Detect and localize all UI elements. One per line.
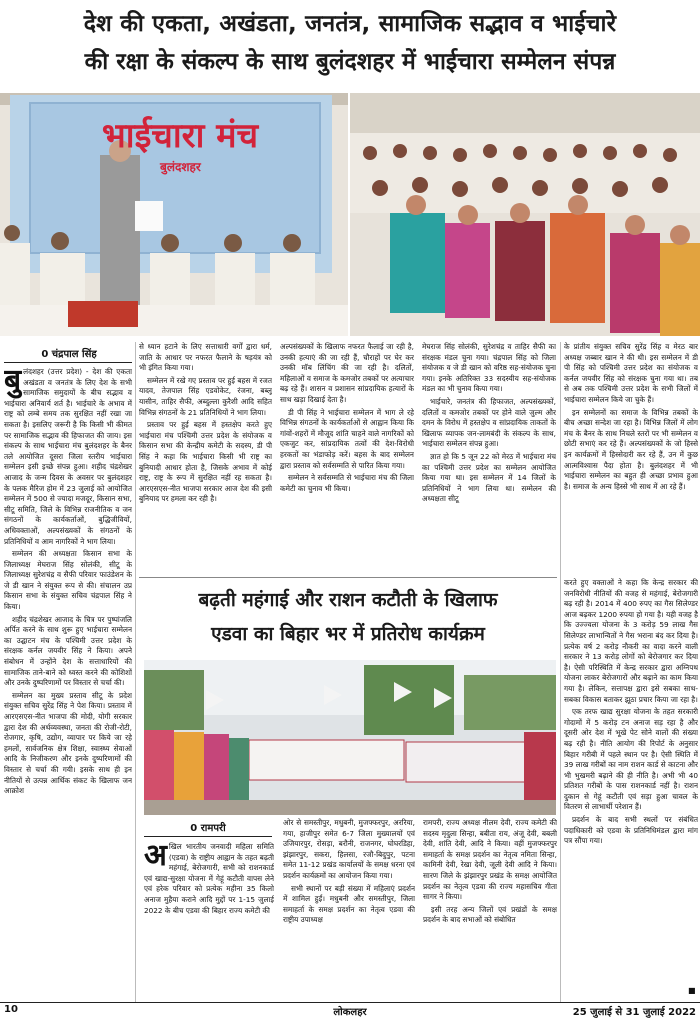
paragraph: मेघराज सिंह सोलंकी, सुरेशचंद्र व ताहिर सैफी का संरक्षक मंडल चुना गया। चंद्रपाल सिंह को जिला संयोजक व जे डी खान को वरिष्ठ सह-संयोजक चुना गया। इनके अतिरिक्त 33 सदस्यीय सह-संयोजक मंडल का भी चुनाव किया गया।	[422, 342, 556, 394]
byline-rule	[144, 836, 272, 837]
main-headline-line1: देश की एकता, अखंडता, जनतंत्र, सामाजिक सद्भाव व भाईचारे	[83, 11, 617, 37]
article1-column-4	[422, 342, 556, 572]
article1-column-5	[564, 342, 698, 572]
article1-column-3	[280, 342, 414, 572]
article2-column-3	[423, 818, 557, 1002]
paragraph: इन सम्मेलनों का समाज के विभिन्न तबकों के बीच अच्छा सन्देश जा रहा है। विभिन्न जिलों में लोग मंच के बैनर के साथ निचले स्तरों पर भी सम्मेलन व छोटी सभाएं कर रहे हैं। अल्पसंख्यकों के जो हिस्से इन कार्यक्रमों में हिस्सेदारी कर रहे हैं, उन में कुछ आत्मविश्वास पैदा होता है। बुलंदशहर में भी भाईचारा सम्मेलन का बहुत ही अच्छा प्रभाव हुआ है। समाज के अन्य हिस्से भी साथ में आ रहे हैं।	[564, 407, 698, 491]
paragraph: सम्मेलन का मुख्य प्रस्ताव सीटू के प्रदेश संयुक्त सचिव सुरेंद्र सिंह ने पेश किया। प्रस्ताव में आरएसएस-नीत भाजपा की मोदी, योगी सरकार द्वारा देश की अर्थव्यवस्था, जनता की रोजी-रोटी, रोजगार, कृषि, उद्योग, व्यापार पर किये जा रहे हमलों, सार्वजनिक क्षेत्र शिक्षा, स्वास्थ्य सेवाओं आदि के निजीकरण और इनके दुष्परिणामों की विस्तार से चर्चा की गयी। इसके साथ ही इन नीतियों से उत्पन्न आर्थिक संकट के खिलाफ जन आक्रोश	[4, 690, 132, 796]
page-number: 10	[4, 1004, 18, 1015]
paragraph: सम्मेलन की अध्यक्षता किसान सभा के जिलाध्यक्ष मेघराज सिंह सोलंकी, सीटू के जिलाध्यक्ष सुरेशचंद्र व सैफी परिवार फाउंडेशन के जे डी खान ने संयुक्त रूप से की। संचालन उप्र किसान सभा के संयुक्त सचिव चंद्रपाल सिंह ने किया।	[4, 549, 132, 612]
stage-photo	[0, 93, 348, 336]
banner-title: भाईचारा मंच	[101, 116, 259, 156]
paragraph: एक तरफ खाद्य सुरक्षा योजना के तहत सरकारी गोदामों में 5 करोड़ टन अनाज सड़ रहा है और दूसरी ओर देश में भूखे पेट सोने वालों की संख्या बढ़ रही है। नीति आयोग की रिपोर्ट के अनुसार बिहार गरीबी में पहले स्थान पर है। ऐसी स्थिति में 39 लाख गरीबों का नाम राशन कार्ड से काटना और भी भुखमरी बढ़ाने की ही नीति है। अभी भी 40 प्रतिशत गरीबों के पास राशनकार्ड नहीं है। राशन दुकान से गेहूं कटौती एवं सड़ा हुआ चावल के वितरण से लाभार्थी परेशान हैं।	[564, 707, 698, 812]
paragraph: भाईचारे, जनतंत्र की हिफाजत, अल्पसंख्यकों, दलितों व कमजोर तबकों पर होने वाले जुल्म और दमन के विरोध में हस्तक्षेप व सांप्रदायिक ताकतों के खिलाफ व्यापक जन-लामबंदी के संकल्प के साथ, भाईचारा सम्मेलन संपन्न हुआ।	[422, 396, 556, 449]
footer-rule	[0, 1002, 700, 1003]
main-headline-line2: की रक्षा के संकल्प के साथ बुलंदशहर में भाईचारा सम्मेलन संपन्न	[84, 49, 616, 75]
article1-column-1	[4, 367, 132, 1002]
paragraph: ज्ञात हो कि 5 जून 22 को मेरठ में भाईचारा मंच का पश्चिमी उत्तर प्रदेश का सम्मेलन आयोजित किया गया था। इस सम्मेलन में 14 जिलों के प्रतिनिधियों ने भाग लिया था। सम्मेलन की अध्यक्षता सीटू	[422, 451, 556, 504]
paragraph: प्रस्ताव पर हुई बहस में हस्तक्षेप करते हुए भाईचारा मंच पश्चिमी उत्तर प्रदेश के संयोजक व किसान सभा की केन्द्रीय कमेटी के सदस्य, डी पी सिंह ने कहा कि भाईचारा किसी भी राष्ट्र का बुनियादी आधार होता है, जिसके अभाव में कोई राष्ट्र, राष्ट्र के रूप में सुरक्षित नहीं रह सकता है। आरएसएस-नीत भाजपा सरकार आज देश की इसी बुनियाद पर हमला कर रही है।	[139, 420, 272, 504]
paragraph: सम्मेलन ने सर्वसम्मति से भाईचारा मंच की जिला कमेटी का चुनाव भी किया।	[280, 473, 414, 493]
paragraph: लंदशहर (उत्तर प्रदेश) - देश की एकता अखंडता व जनतंत्र के लिए देश के सभी सामाजिक समुदायों के बीच सद्भाव व भाईचारा अनिवार्य शर्त है। भाईचारे के अभाव में राष्ट्र को लम्बे समय तक सुरक्षित नहीं रखा जा सकता है। इसलिए जरूरी है कि किसी भी कीमत पर सामाजिक सद्भाव की हिफाजत की जाय। इस संकल्प के साथ भाईचारा मंच बुलंदशहर के बैनर तले आयोजित दूसरा जिला स्तरीय भाईचारा सम्मेलन इसी इच्छे संपन्न हुआ। शहीद चंद्रशेखर आजाद के जन्म दिवस के अवसर पर बुलंदशहर के पलक मैरिज होम में 23 जुलाई को आयोजित सम्मेलन में 500 से ज्यादा मजदूर, किसान सभा, सीटू समिति, जिले के विभिन्न राजनीतिक व जन संगठनों के कार्यकर्ताओं, बुद्धिजीवियों, अधिवक्ताओं, अल्पसंख्यकों के संगठनों के प्रतिनिधियों व आम नागरिकों ने भाग लिया।	[4, 367, 132, 546]
article-separator	[139, 577, 557, 578]
article2-headline-line1: बढ़ती महंगाई और राशन कटौती के खिलाफ	[198, 589, 498, 611]
paragraph: डी पी सिंह ने भाईचारा सम्मेलन में भाग ले रहे विभिन्न संगठनों के कार्यकर्ताओं से आह्वान किया कि गांवों-शहरों में मौजूद शांति चाहने वाले नागरिकों को एकजुट कर, सांप्रदायिक तत्वों की देश-विरोधी हरकतों का भंडाफोड़ करें। बहस के बाद सम्मेलन द्वारा प्रस्ताव को सर्वसम्मति से पारित किया गया।	[280, 407, 414, 470]
paragraph: शहीद चंद्रशेखर आजाद के चित्र पर पुष्पांजलि अर्पित करने के साथ शुरू हुए भाईचारा सम्मेलन का उद्घाटन मंच के पश्चिमी उत्तर प्रदेश के संरक्षक कर्नल जयवीर सिंह ने किया। अपने संबोधन में उन्होंने देश के सत्ताधारियों की सामाजिक ताने-बाने को ध्वस्त करने की कोशिशों और उनके दुष्परिणामों पर विस्तार से चर्चा की।	[4, 614, 132, 688]
article2-column-1	[144, 842, 274, 1002]
article1-byline: 0 चंद्रपाल सिंह	[41, 349, 97, 360]
article2-byline: 0 रामपरी	[190, 823, 226, 834]
issue-date: 25 जुलाई से 31 जुलाई 2022	[572, 1007, 696, 1018]
column-rule	[135, 342, 136, 1002]
column-rule	[560, 342, 561, 1002]
end-mark: ■	[688, 986, 696, 995]
paragraph: से ध्यान हटाने के लिए सत्ताधारी वर्गों द्वारा धर्म, जाति के आधार पर नफरत फैलाने के षड़यंत्र को भी इंगित किया गया।	[139, 342, 272, 373]
article2-column-2	[283, 818, 415, 1002]
masthead: लोकलहर	[333, 1007, 367, 1018]
article2-dropcap: अ	[144, 842, 167, 873]
article2-headline-line2: एडवा का बिहार भर में प्रतिरोध कार्यक्रम	[211, 623, 485, 645]
paragraph: प्रदर्शन के बाद सभी स्थलों पर संबंधित पदाधिकारी को एडवा के प्रतिनिधिमंडल द्वारा मांग पत्र सौंपा गया।	[564, 815, 698, 846]
paragraph: सम्मेलन में रखे गए प्रस्ताव पर हुई बहस में रजत यादव, तेजपाल सिंह एडवोकेट, रंजना, बब्लू यासीन, ताहिर सैफी, अब्दुल्ला कुरैशी आदि सहित विभिन्न संगठनों के 21 प्रतिनिधियों ने भाग लिया।	[139, 375, 272, 417]
article2-column-4	[564, 578, 698, 998]
paragraph: सभी स्थानों पर बड़ी संख्या में महिलाएं प्रदर्शन में शामिल हुईं। मधुबनी और समस्तीपुर, जिला समाहर्ता के समक्ष प्रदर्शन का नेतृत्व एडवा की राष्ट्रीय उपाध्यक्ष	[283, 883, 415, 925]
article1-dropcap: बु	[4, 367, 22, 398]
audience-photo	[350, 93, 700, 336]
banner-subtitle: बुलंदशहर	[160, 160, 201, 174]
paragraph: खिल भारतीय जनवादी महिला समिति (एडवा) के राष्ट्रीय आह्वान के तहत बढ़ती महंगाई, बेरोजगारी, सभी को राशनकार्ड एवं खाद्य-सुरक्षा योजना में गेहूं कटौती वापस लेने एवं हरेक परिवार को प्रत्येक महीना 35 किलो अनाज मुहैया कराने आदि मुद्दों पर 1-15 जुलाई 2022 के बीच एडवा की बिहार राज्य कमेटी की	[144, 842, 274, 915]
paragraph: ओर से समस्तीपुर, मधुबनी, मुजफ्फरपुर, अररिया, गया, हाजीपुर समेत 6-7 जिला मुख्यालयों एवं उजियारपुर, रोसड़ा, बरौनी, राजनगर, घोघरडिहा, झंझारपुर, सकरा, हिलसा, रजौ-बिदुपुर, पटना समेत 11-12 प्रखंड कार्यालयों के समक्ष धरना एवं प्रदर्शन कार्यक्रमों का आयोजन किया गया।	[283, 818, 415, 880]
paragraph: करते हुए वक्ताओं ने कहा कि केन्द्र सरकार की जनविरोधी नीतियों की वजह से महंगाई, बेरोजगारी बढ़ रही है। 2014 में 400 रुपए का गैस सिलेण्डर आज बढ़कर 1200 रुपया हो गया है। यही वजह है कि उज्ज्वला योजना के 3 करोड़ 59 लाख गैस सिलेण्डर लाभान्वितों ने गैस भराना बंद कर दिया है। प्रत्येक वर्ष 2 करोड़ नौकरी का वादा करने वाली सरकार ने 13 करोड़ लोगों को बेरोजगार कर दिया है। ऐसी परिस्थिति में केन्द्र सरकार द्वारा अग्निपथ योजना लाकर बेरोजगारों और बढ़ाने का काम किया गया है। लेकिन, सत्तापक्ष द्वारा इसे सबका साथ-सबका विकास बताकर झूठा प्रचार किया जा रहा है।	[564, 578, 698, 704]
paragraph: रामपरी, राज्य अध्यक्ष नीलम देवी, राज्य कमेटी की सदस्य मृदुला सिन्हा, बबीता राय, अंजू देवी, बबली देवी, शांति देवी, आदि ने किया। वहीं मुजफ्फरपुर समाहर्ता के समक्ष प्रदर्शन का नेतृत्व नमिता सिन्हा, कामिनी देवी, रेखा देवी, जूली देवी आदि ने किया। सारण जिले के झंझारपुर प्रखंड के समक्ष आयोजित प्रदर्शन का नेतृत्व एडवा की राज्य महासचिव गीता सागर ने किया।	[423, 818, 557, 902]
protest-photo	[144, 660, 556, 815]
article1-column-2	[139, 342, 272, 572]
paragraph: इसी तरह अन्य जिलों एवं प्रखंडों के समक्ष प्रदर्शन के बाद सभाओं को संबोधित	[423, 904, 557, 925]
byline-rule	[4, 362, 132, 363]
paragraph: अल्पसंख्यकों के खिलाफ नफरत फैलाई जा रही है, उनकी हत्याएं की जा रही हैं, चौराहों पर घेर कर उनकी मॉब लिंचिंग की जा रही है। दलितों, महिलाओं व समाज के कमजोर तबकों पर अत्याचार बढ़ रहे हैं। शासन व प्रशासन सांप्रदायिक हत्यारों के साथ खड़ा दिखाई देता है।	[280, 342, 414, 404]
paragraph: के प्रांतीय संयुक्त सचिव सुरेंद्र सिंह व मेरठ बार अध्यक्ष जब्बार खान ने की थी। इस सम्मेलन में डी पी सिंह को पश्चिमी उत्तर प्रदेश का संयोजक व कर्नल जयवीर सिंह को संरक्षक चुना गया था। तब से अब तक पश्चिमी उत्तर प्रदेश के सभी जिलों में भाईचारा सम्मेलन किये जा चुके हैं।	[564, 342, 698, 404]
